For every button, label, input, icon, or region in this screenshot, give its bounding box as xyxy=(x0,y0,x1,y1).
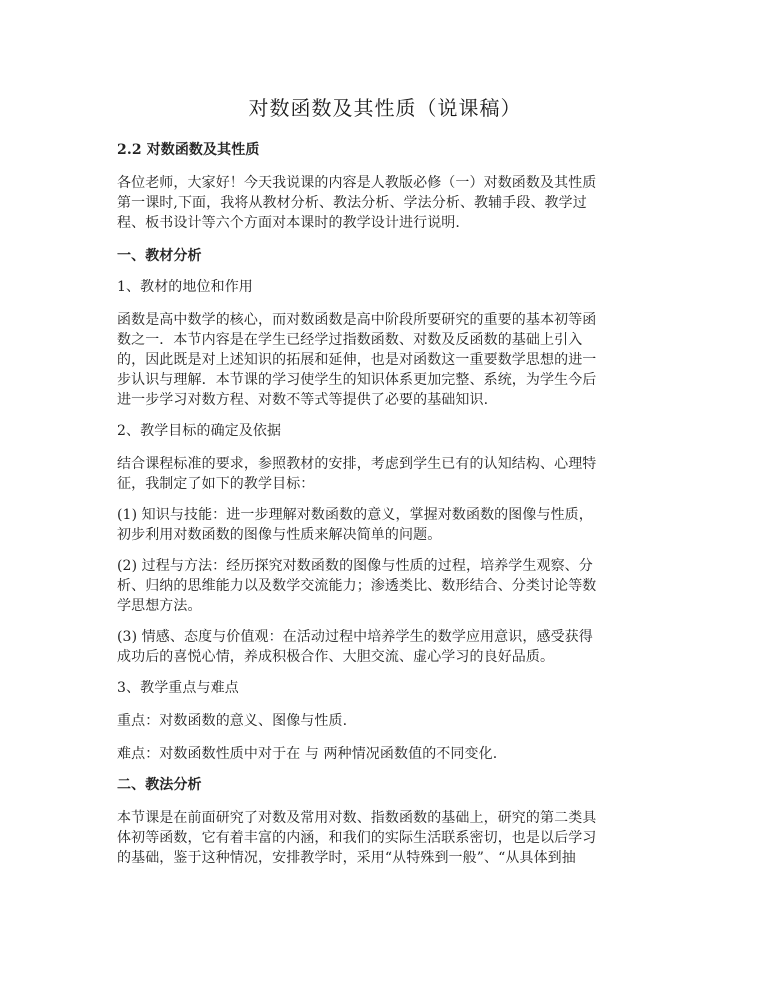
paragraph-line: 第一课时,下面，我将从教材分析、教法分析、学法分析、教辅手段、教学过 xyxy=(117,195,587,211)
paragraph-line: 体初等函数，它有着丰富的内涵，和我们的实际生活联系密切，也是以后学习 xyxy=(117,830,597,846)
paragraph-line: 征，我制定了如下的教学目标： xyxy=(117,476,315,492)
document-body xyxy=(117,140,653,868)
subheading-key-difficult: 3、教学重点与难点 xyxy=(117,680,239,696)
paragraph-line: (2) 过程与方法：经历探究对数函数的图像与性质的过程，培养学生观察、分 xyxy=(117,558,593,574)
goal-emotion-values xyxy=(117,627,653,667)
paragraph-line: 各位老师，大家好！今天我说课的内容是人教版必修（一）对数函数及其性质 xyxy=(117,175,597,191)
goal-process-methods xyxy=(117,556,653,616)
paragraph-line: (1) 知识与技能：进一步理解对数函数的意义，掌握对数函数的图像与性质， xyxy=(117,507,593,523)
paragraph-line: 结合课程标准的要求，参照教材的安排，考虑到学生已有的认知结构、心理特 xyxy=(117,456,597,472)
paragraph-line: 函数是高中数学的核心，而对数函数是高中阶段所要研究的重要的基本初等函 xyxy=(117,312,597,328)
paragraph-position-role xyxy=(117,310,653,410)
paragraph-line: 的基础，鉴于这种情况，安排教学时，采用“从特殊到一般”、“从具体到抽 xyxy=(117,850,576,866)
paragraph-line: 的，因此既是对上述知识的拓展和延伸，也是对函数这一重要数学思想的进一 xyxy=(117,352,597,368)
key-point-text: 重点：对数函数的意义、图像与性质. xyxy=(117,713,348,729)
paragraph-teaching-goals xyxy=(117,454,653,494)
paragraph-line: 进一步学习对数方程、对数不等式等提供了必要的基础知识. xyxy=(117,392,489,408)
paragraph-line: 成功后的喜悦心情，养成积极合作、大胆交流、虚心学习的良好品质。 xyxy=(117,649,555,665)
paragraph-line: 本节课是在前面研究了对数及常用对数、指数函数的基础上，研究的第二类具 xyxy=(117,810,597,826)
paragraph-line: 初步利用对数函数的图像与性质来解决简单的问题。 xyxy=(117,527,442,543)
paragraph-teaching-method xyxy=(117,808,653,868)
paragraph-line: 步认识与理解．本节课的学习使学生的知识体系更加完整、系统，为学生今后 xyxy=(117,372,597,388)
subheading-position-role: 1、教材的地位和作用 xyxy=(117,279,253,295)
section-heading: 2.2 对数函数及其性质 xyxy=(117,142,260,158)
paragraph-line: 数之一．本节内容是在学生已经学过指数函数、对数及反函数的基础上引入 xyxy=(117,332,583,348)
goal-knowledge-skills xyxy=(117,505,653,545)
heading-textbook-analysis: 一、教材分析 xyxy=(117,248,202,264)
paragraph-line: (3) 情感、态度与价值观：在活动过程中培养学生的数学应用意识，感受获得 xyxy=(117,629,593,645)
intro-paragraph xyxy=(117,173,653,233)
paragraph-line: 析、归纳的思维能力以及数学交流能力；渗透类比、数形结合、分类讨论等数 xyxy=(117,578,597,594)
document-title: 对数函数及其性质（说课稿） xyxy=(248,96,522,120)
subheading-teaching-goals: 2、教学目标的确定及依据 xyxy=(117,423,282,439)
heading-teaching-method: 二、教法分析 xyxy=(117,777,202,793)
paragraph-line: 程、板书设计等六个方面对本课时的教学设计进行说明. xyxy=(117,215,460,231)
paragraph-line: 学思想方法。 xyxy=(117,598,202,614)
difficulty-text: 难点：对数函数性质中对于在 与 两种情况函数值的不同变化. xyxy=(117,746,498,762)
